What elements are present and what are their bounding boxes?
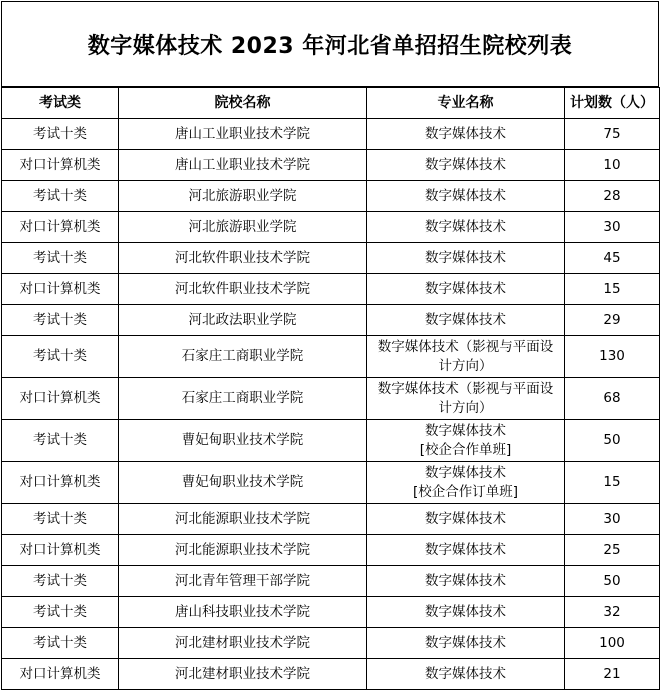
cell-exam-type-text: 对口计算机类 bbox=[19, 280, 101, 297]
cell-plan-count bbox=[565, 181, 660, 212]
cell-plan-count-text: 50 bbox=[603, 432, 621, 448]
cell-exam-type-text: 考试十类 bbox=[33, 348, 87, 364]
cell-major-name-text: 数字媒体技术 bbox=[425, 541, 506, 558]
cell-school-name bbox=[119, 659, 367, 690]
cell-plan-count bbox=[565, 504, 660, 535]
header-plan-count: 计划数（人） bbox=[565, 88, 660, 119]
cell-major-name-text: 数字媒体技术 bbox=[425, 603, 506, 620]
header-school-name: 院校名称 bbox=[119, 88, 367, 119]
cell-school-name bbox=[119, 119, 367, 150]
cell-school-name bbox=[119, 274, 367, 305]
cell-school-name bbox=[119, 504, 367, 535]
cell-plan-count-text: 21 bbox=[603, 665, 621, 682]
cell-plan-count bbox=[565, 566, 660, 597]
cell-major-name bbox=[367, 659, 565, 690]
cell-exam-type bbox=[2, 566, 119, 597]
cell-plan-count bbox=[565, 274, 660, 305]
cell-major-name bbox=[367, 597, 565, 628]
admissions-table bbox=[1, 87, 660, 690]
cell-major-name-text: 数字媒体技术 [校企合作订单班] bbox=[412, 464, 519, 500]
cell-school-name-text: 石家庄工商职业学院 bbox=[181, 348, 304, 364]
cell-major-name bbox=[367, 274, 565, 305]
cell-school-name-text: 河北旅游职业学院 bbox=[188, 218, 297, 235]
cell-major-name-text: 数字媒体技术 bbox=[425, 156, 506, 173]
cell-plan-count-text: 75 bbox=[603, 125, 621, 142]
cell-exam-type-text: 考试十类 bbox=[33, 125, 87, 142]
cell-plan-count-text: 10 bbox=[603, 156, 621, 173]
cell-exam-type bbox=[2, 659, 119, 690]
cell-exam-type bbox=[2, 504, 119, 535]
cell-major-name bbox=[367, 150, 565, 181]
cell-exam-type bbox=[2, 119, 119, 150]
cell-plan-count-text: 28 bbox=[603, 187, 621, 204]
cell-major-name bbox=[367, 305, 565, 336]
table-row bbox=[2, 628, 660, 659]
cell-major-name bbox=[367, 462, 565, 504]
cell-exam-type bbox=[2, 535, 119, 566]
header-row bbox=[2, 88, 660, 119]
cell-plan-count-text: 30 bbox=[603, 218, 621, 235]
cell-exam-type-text: 考试十类 bbox=[33, 249, 87, 266]
cell-plan-count bbox=[565, 462, 660, 504]
table-row bbox=[2, 274, 660, 305]
cell-plan-count-text: 130 bbox=[599, 348, 625, 364]
cell-school-name-text: 石家庄工商职业学院 bbox=[181, 390, 304, 406]
table-row bbox=[2, 535, 660, 566]
cell-school-name bbox=[119, 336, 367, 378]
cell-major-name bbox=[367, 212, 565, 243]
cell-plan-count bbox=[565, 628, 660, 659]
cell-plan-count-text: 100 bbox=[599, 634, 625, 651]
cell-school-name bbox=[119, 462, 367, 504]
cell-school-name-text: 河北政法职业学院 bbox=[188, 311, 297, 328]
cell-exam-type-text: 对口计算机类 bbox=[19, 665, 101, 682]
cell-school-name-text: 河北建材职业技术学院 bbox=[175, 634, 310, 651]
cell-exam-type-text: 考试十类 bbox=[33, 432, 87, 448]
cell-exam-type-text: 对口计算机类 bbox=[19, 474, 101, 490]
header-exam-type: 考试类 bbox=[2, 88, 119, 119]
cell-plan-count bbox=[565, 378, 660, 420]
table-row bbox=[2, 212, 660, 243]
table-row bbox=[2, 305, 660, 336]
cell-school-name-text: 河北能源职业技术学院 bbox=[175, 510, 310, 527]
cell-school-name-text: 河北软件职业技术学院 bbox=[175, 280, 310, 297]
cell-exam-type bbox=[2, 628, 119, 659]
table-body bbox=[2, 119, 660, 690]
cell-school-name bbox=[119, 150, 367, 181]
cell-school-name-text: 河北建材职业技术学院 bbox=[175, 665, 310, 682]
cell-major-name-text: 数字媒体技术 bbox=[425, 187, 506, 204]
cell-major-name bbox=[367, 420, 565, 462]
cell-school-name-text: 河北能源职业技术学院 bbox=[175, 541, 310, 558]
cell-exam-type-text: 考试十类 bbox=[33, 187, 87, 204]
cell-major-name-text: 数字媒体技术（影视与平面设 计方向） bbox=[377, 380, 554, 416]
cell-exam-type bbox=[2, 212, 119, 243]
cell-school-name bbox=[119, 305, 367, 336]
cell-exam-type-text: 对口计算机类 bbox=[19, 156, 101, 173]
cell-major-name-text: 数字媒体技术（影视与平面设 计方向） bbox=[377, 338, 554, 374]
cell-school-name-text: 曹妃甸职业技术学院 bbox=[181, 474, 304, 490]
table-row bbox=[2, 336, 660, 378]
cell-exam-type-text: 考试十类 bbox=[33, 510, 87, 527]
cell-school-name-text: 唐山工业职业技术学院 bbox=[175, 156, 310, 173]
cell-exam-type bbox=[2, 462, 119, 504]
table-row bbox=[2, 566, 660, 597]
cell-exam-type-text: 对口计算机类 bbox=[19, 541, 101, 558]
cell-major-name-text: 数字媒体技术 bbox=[425, 249, 506, 266]
cell-school-name bbox=[119, 420, 367, 462]
cell-exam-type-text: 考试十类 bbox=[33, 634, 87, 651]
cell-plan-count bbox=[565, 305, 660, 336]
cell-school-name bbox=[119, 378, 367, 420]
cell-plan-count-text: 68 bbox=[603, 390, 621, 406]
cell-major-name bbox=[367, 243, 565, 274]
cell-major-name bbox=[367, 535, 565, 566]
cell-school-name-text: 曹妃甸职业技术学院 bbox=[181, 432, 304, 448]
cell-exam-type bbox=[2, 336, 119, 378]
cell-school-name bbox=[119, 628, 367, 659]
table-row bbox=[2, 150, 660, 181]
cell-school-name bbox=[119, 212, 367, 243]
cell-plan-count bbox=[565, 659, 660, 690]
cell-major-name bbox=[367, 504, 565, 535]
cell-major-name-text: 数字媒体技术 bbox=[425, 665, 506, 682]
cell-plan-count bbox=[565, 212, 660, 243]
cell-exam-type-text: 考试十类 bbox=[33, 603, 87, 620]
cell-school-name bbox=[119, 566, 367, 597]
table-header bbox=[2, 88, 660, 119]
cell-exam-type bbox=[2, 150, 119, 181]
cell-school-name-text: 唐山科技职业技术学院 bbox=[175, 603, 310, 620]
table-row bbox=[2, 420, 660, 462]
cell-exam-type-text: 考试十类 bbox=[33, 572, 87, 589]
cell-plan-count-text: 50 bbox=[603, 572, 621, 589]
cell-exam-type bbox=[2, 420, 119, 462]
cell-school-name-text: 河北青年管理干部学院 bbox=[175, 572, 310, 589]
table-title: 数字媒体技术 2023 年河北省单招招生院校列表 bbox=[1, 1, 659, 87]
cell-plan-count-text: 29 bbox=[603, 311, 621, 328]
cell-exam-type bbox=[2, 181, 119, 212]
cell-school-name-text: 唐山工业职业技术学院 bbox=[175, 125, 310, 142]
table-row bbox=[2, 119, 660, 150]
cell-plan-count bbox=[565, 150, 660, 181]
cell-plan-count bbox=[565, 336, 660, 378]
table-row bbox=[2, 597, 660, 628]
cell-major-name-text: 数字媒体技术 bbox=[425, 510, 506, 527]
cell-plan-count bbox=[565, 597, 660, 628]
cell-exam-type-text: 对口计算机类 bbox=[19, 218, 101, 235]
cell-exam-type bbox=[2, 274, 119, 305]
cell-plan-count-text: 25 bbox=[603, 541, 621, 558]
cell-exam-type-text: 对口计算机类 bbox=[19, 390, 101, 406]
cell-major-name-text: 数字媒体技术 bbox=[425, 311, 506, 328]
cell-school-name-text: 河北旅游职业学院 bbox=[188, 187, 297, 204]
cell-major-name-text: 数字媒体技术 bbox=[425, 218, 506, 235]
table-row bbox=[2, 181, 660, 212]
cell-plan-count bbox=[565, 420, 660, 462]
cell-exam-type bbox=[2, 378, 119, 420]
cell-exam-type bbox=[2, 243, 119, 274]
cell-major-name bbox=[367, 566, 565, 597]
cell-plan-count bbox=[565, 243, 660, 274]
cell-major-name bbox=[367, 628, 565, 659]
cell-major-name bbox=[367, 378, 565, 420]
header-major-name: 专业名称 bbox=[367, 88, 565, 119]
table-row bbox=[2, 243, 660, 274]
cell-major-name bbox=[367, 181, 565, 212]
cell-school-name bbox=[119, 243, 367, 274]
cell-plan-count-text: 30 bbox=[603, 510, 621, 527]
cell-major-name-text: 数字媒体技术 bbox=[425, 280, 506, 297]
table-row bbox=[2, 462, 660, 504]
cell-exam-type bbox=[2, 305, 119, 336]
cell-major-name bbox=[367, 119, 565, 150]
table-row bbox=[2, 659, 660, 690]
cell-exam-type-text: 考试十类 bbox=[33, 311, 87, 328]
cell-plan-count-text: 32 bbox=[603, 603, 621, 620]
cell-plan-count bbox=[565, 535, 660, 566]
cell-school-name-text: 河北软件职业技术学院 bbox=[175, 249, 310, 266]
table-row bbox=[2, 504, 660, 535]
cell-school-name bbox=[119, 535, 367, 566]
cell-school-name bbox=[119, 181, 367, 212]
cell-major-name bbox=[367, 336, 565, 378]
cell-major-name-text: 数字媒体技术 [校企合作单班] bbox=[419, 422, 512, 458]
cell-plan-count-text: 45 bbox=[603, 249, 621, 266]
cell-major-name-text: 数字媒体技术 bbox=[425, 125, 506, 142]
cell-plan-count-text: 15 bbox=[603, 280, 621, 297]
cell-major-name-text: 数字媒体技术 bbox=[425, 572, 506, 589]
cell-plan-count-text: 15 bbox=[603, 474, 621, 490]
cell-exam-type bbox=[2, 597, 119, 628]
cell-major-name-text: 数字媒体技术 bbox=[425, 634, 506, 651]
cell-plan-count bbox=[565, 119, 660, 150]
table-row bbox=[2, 378, 660, 420]
cell-school-name bbox=[119, 597, 367, 628]
